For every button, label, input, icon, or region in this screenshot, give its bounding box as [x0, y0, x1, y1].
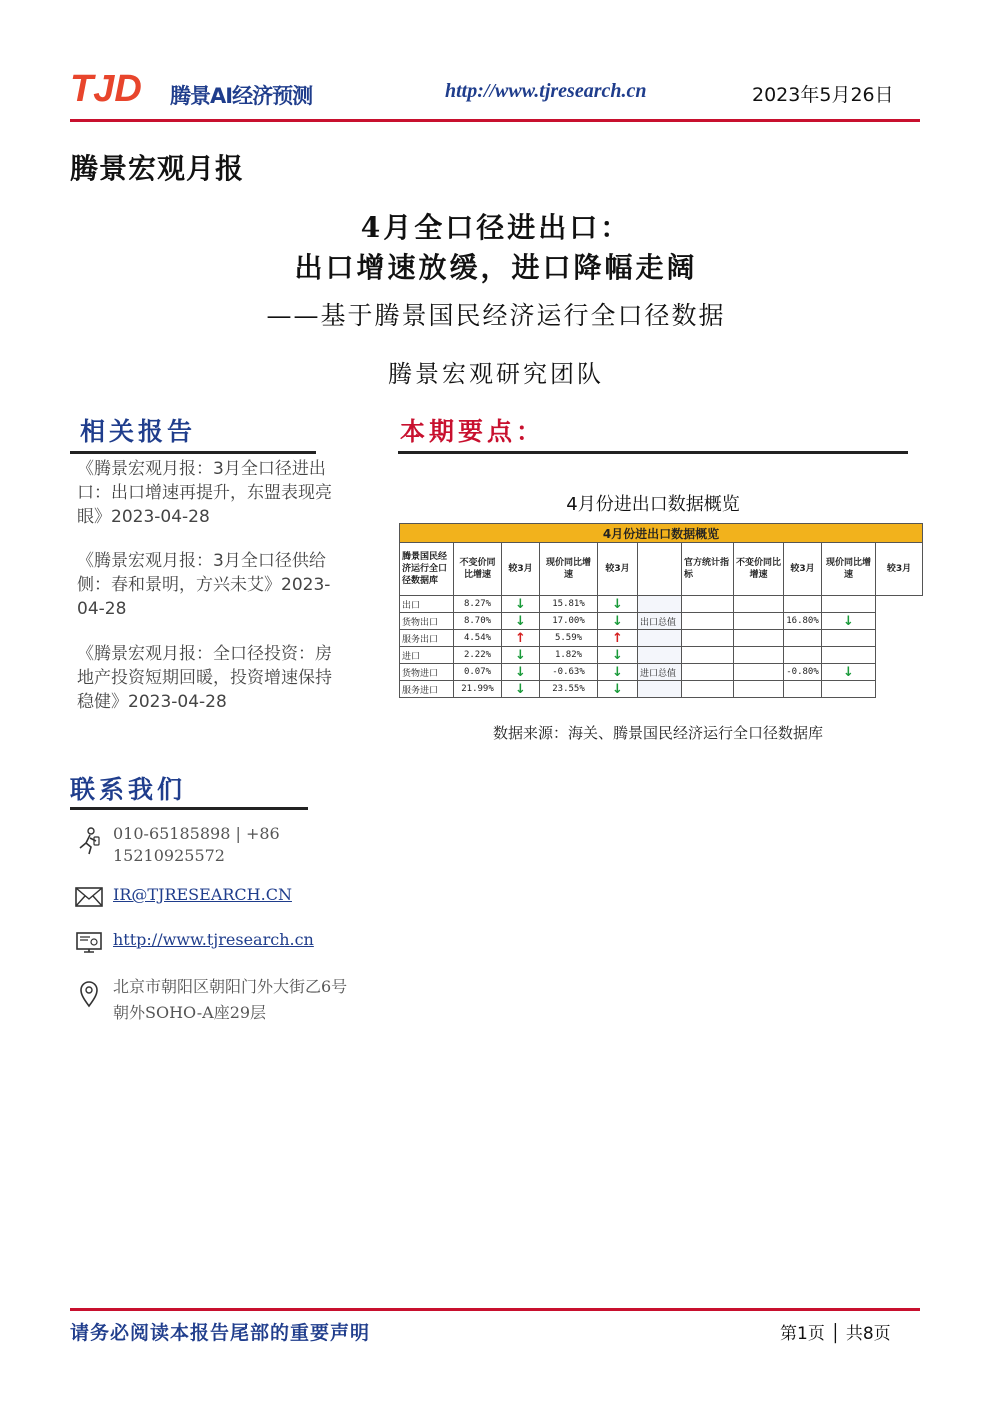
contact-address: 北京市朝阳区朝阳门外大街乙6号朝外SOHO-A座29层 — [113, 977, 348, 1022]
official-nominal-growth-cell — [784, 681, 822, 698]
table-header-cell: 较3月 — [876, 543, 923, 596]
trend-arrow-icon — [822, 630, 876, 647]
table-gap — [638, 543, 682, 596]
nominal-growth-cell: 1.82% — [540, 647, 598, 664]
row-label: 货物进口 — [400, 664, 454, 681]
nominal-growth-cell: 23.55% — [540, 681, 598, 698]
header-url-link[interactable]: http://www.tjresearch.cn — [445, 80, 647, 102]
official-real-growth-cell — [682, 596, 734, 613]
report-series-title: 腾景宏观月报 — [70, 152, 245, 185]
contact-divider — [70, 807, 308, 810]
keypoints-divider — [398, 451, 908, 454]
table-header-cell: 较3月 — [598, 543, 638, 596]
related-report-item[interactable]: 《腾景宏观月报：3月全口径进出口：出口增速再提升，东盟表现亮眼》2023-04-28 — [77, 459, 332, 527]
contact-website-link[interactable]: http://www.tjresearch.cn — [113, 930, 314, 949]
real-growth-cell: 8.27% — [454, 596, 502, 613]
trend-arrow-icon — [734, 613, 784, 630]
related-report-item[interactable]: 《腾景宏观月报：3月全口径供给侧：春和景明，方兴未艾》2023-04-28 — [77, 551, 331, 619]
official-real-growth-cell — [682, 630, 734, 647]
nominal-growth-cell: -0.63% — [540, 664, 598, 681]
report-date: 2023年5月26日 — [752, 84, 894, 106]
author-team: 腾景宏观研究团队 — [388, 360, 604, 388]
contact-phone: 010-65185898 | +86 15210925572 — [113, 824, 280, 865]
report-subtitle: ——基于腾景国民经济运行全口径数据 — [266, 301, 726, 330]
table-header-cell: 较3月 — [784, 543, 822, 596]
contact-heading: 联系我们 — [70, 775, 187, 804]
brand-name: 腾景AI经济预测 — [170, 84, 313, 108]
trend-arrow-icon: ↓ — [598, 647, 638, 664]
official-indicator-cell — [638, 596, 682, 613]
related-reports-heading: 相关报告 — [80, 417, 197, 446]
trend-arrow-icon — [734, 647, 784, 664]
table-row — [400, 664, 923, 681]
table-header-cell: 不变价同比增速 — [454, 543, 502, 596]
row-label: 货物出口 — [400, 613, 454, 630]
trend-arrow-icon: ↓ — [502, 681, 540, 698]
data-source-note: 数据来源：海关、腾景国民经济运行全口径数据库 — [492, 724, 823, 742]
svg-text:TJD: TJD — [70, 68, 142, 108]
report-title-line2: 出口增速放缓，进口降幅走阔 — [294, 251, 698, 284]
table-banner: 4月份进出口数据概览 — [400, 524, 923, 543]
trend-arrow-icon — [822, 647, 876, 664]
related-report-item[interactable]: 《腾景宏观月报：全口径投资：房地产投资短期回暖，投资增速保持稳健》2023-04-28 — [77, 644, 332, 712]
trend-arrow-icon: ↓ — [598, 596, 638, 613]
table-row — [400, 596, 923, 613]
official-nominal-growth-cell — [784, 630, 822, 647]
table-row — [400, 613, 923, 630]
table-header-cell: 官方统计指标 — [682, 543, 734, 596]
trend-arrow-icon: ↑ — [598, 630, 638, 647]
related-divider — [70, 451, 316, 454]
row-label: 进口 — [400, 647, 454, 664]
trend-arrow-icon — [822, 596, 876, 613]
trend-arrow-icon: ↓ — [598, 613, 638, 630]
trend-arrow-icon: ↓ — [502, 647, 540, 664]
trend-arrow-icon: ↑ — [502, 630, 540, 647]
nominal-growth-cell: 15.81% — [540, 596, 598, 613]
table-header-row — [400, 543, 923, 596]
footer-divider — [70, 1308, 920, 1311]
trend-arrow-icon — [822, 681, 876, 698]
official-indicator-cell — [638, 630, 682, 647]
table-row — [400, 647, 923, 664]
official-real-growth-cell — [682, 681, 734, 698]
email-icon — [74, 882, 104, 912]
real-growth-cell: 8.70% — [454, 613, 502, 630]
report-title-line1: 4月全口径进出口： — [360, 211, 632, 244]
phone-icon — [74, 826, 104, 856]
row-label: 服务出口 — [400, 630, 454, 647]
location-icon — [74, 978, 104, 1008]
contact-email-link[interactable]: IR@TJRESEARCH.CN — [113, 885, 292, 904]
nominal-growth-cell: 17.00% — [540, 613, 598, 630]
trend-arrow-icon — [734, 596, 784, 613]
overview-caption: 4月份进出口数据概览 — [566, 494, 740, 515]
official-nominal-growth-cell: -0.80% — [784, 664, 822, 681]
row-label: 出口 — [400, 596, 454, 613]
trend-arrow-icon: ↓ — [822, 664, 876, 681]
trend-arrow-icon — [734, 664, 784, 681]
official-nominal-growth-cell — [784, 596, 822, 613]
trend-arrow-icon — [734, 681, 784, 698]
table-row — [400, 630, 923, 647]
official-real-growth-cell — [682, 647, 734, 664]
page-number: 第1页 │ 共8页 — [780, 1324, 891, 1344]
tjd-logo — [70, 68, 164, 108]
website-icon — [74, 928, 104, 958]
table-row — [400, 681, 923, 698]
official-indicator-cell: 出口总值 — [638, 613, 682, 630]
trend-arrow-icon: ↓ — [502, 596, 540, 613]
real-growth-cell: 2.22% — [454, 647, 502, 664]
import-export-table — [399, 523, 923, 698]
table-header-cell: 现价同比增速 — [540, 543, 598, 596]
header-divider — [70, 119, 920, 122]
keypoints-heading: 本期要点： — [400, 417, 546, 446]
official-real-growth-cell — [682, 613, 734, 630]
row-label: 服务进口 — [400, 681, 454, 698]
real-growth-cell: 4.54% — [454, 630, 502, 647]
table-header-cell: 现价同比增速 — [822, 543, 876, 596]
table-header-cell: 不变价同比增速 — [734, 543, 784, 596]
table-header-cell: 腾景国民经济运行全口径数据库 — [400, 543, 454, 596]
official-indicator-cell: 进口总值 — [638, 664, 682, 681]
trend-arrow-icon: ↓ — [598, 681, 638, 698]
official-nominal-growth-cell: 16.80% — [784, 613, 822, 630]
official-real-growth-cell — [682, 664, 734, 681]
official-nominal-growth-cell — [784, 647, 822, 664]
nominal-growth-cell: 5.59% — [540, 630, 598, 647]
trend-arrow-icon: ↓ — [502, 664, 540, 681]
disclaimer-notice: 请务必阅读本报告尾部的重要声明 — [70, 1322, 371, 1344]
trend-arrow-icon: ↓ — [598, 664, 638, 681]
real-growth-cell: 21.99% — [454, 681, 502, 698]
trend-arrow-icon — [734, 630, 784, 647]
real-growth-cell: 0.07% — [454, 664, 502, 681]
trend-arrow-icon: ↓ — [822, 613, 876, 630]
official-indicator-cell — [638, 681, 682, 698]
table-header-cell: 较3月 — [502, 543, 540, 596]
trend-arrow-icon: ↓ — [502, 613, 540, 630]
official-indicator-cell — [638, 647, 682, 664]
